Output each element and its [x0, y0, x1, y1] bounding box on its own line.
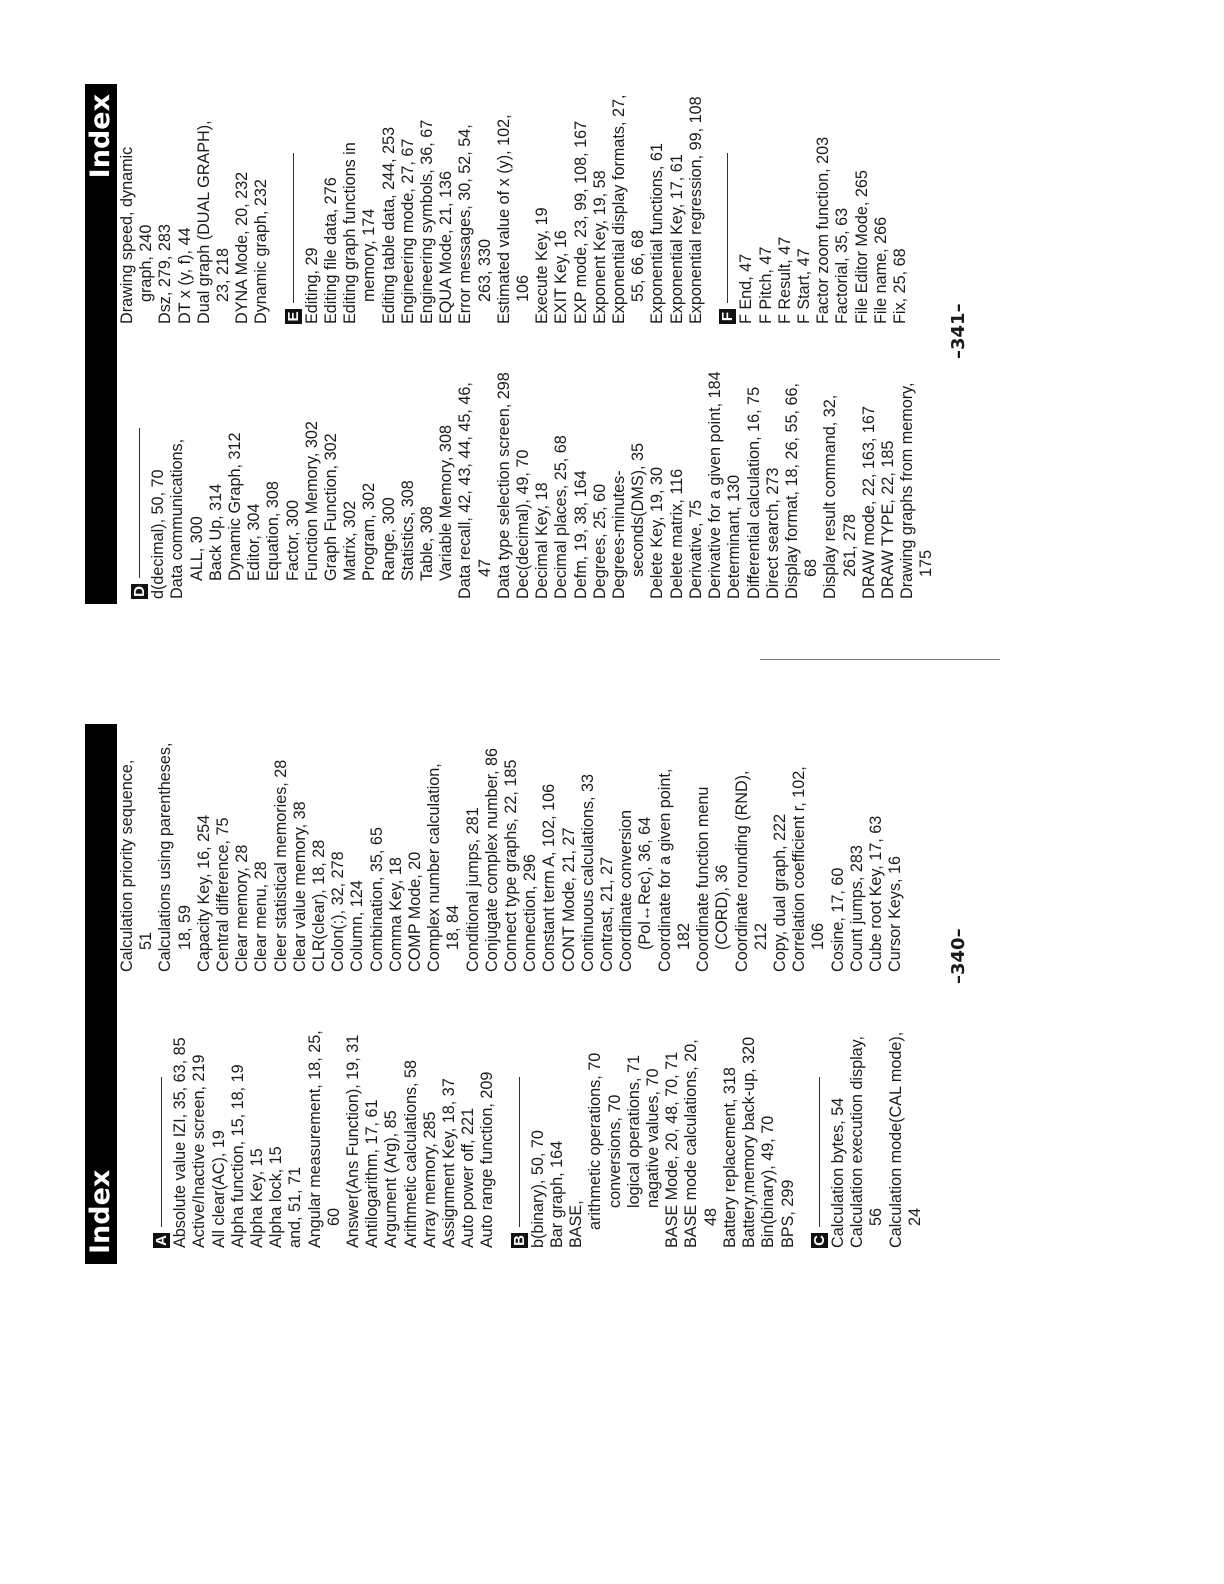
- index-entry: All clear(AC), 19: [209, 1130, 228, 1248]
- index-entry: Absolute value IZI, 35, 63, 85: [171, 1037, 190, 1248]
- index-entry: Combination, 35, 65: [367, 827, 386, 972]
- index-entry: Data communications,: [168, 438, 187, 599]
- section-letter: F: [719, 309, 736, 324]
- index-subentry: Graph Function, 302: [322, 433, 341, 581]
- index-entry: Clear value memory, 38: [290, 801, 309, 972]
- index-entry: File name, 266: [871, 216, 890, 324]
- index-subentry: Function Memory, 302: [302, 421, 321, 581]
- index-entry: F Result, 47: [775, 236, 794, 324]
- index-entry-continuation: 48: [701, 1207, 720, 1226]
- index-entry: BASE mode calculations, 20,: [682, 1039, 701, 1248]
- index-entry-continuation: (CORD), 36: [713, 864, 732, 950]
- index-entry: Correlation coefficient r, 102,: [790, 766, 809, 972]
- index-entry-continuation: 68: [802, 558, 821, 577]
- index-entry: BPS, 299: [778, 1179, 797, 1248]
- index-entry: Assignment Key, 18, 37: [440, 1078, 459, 1248]
- index-entry-continuation: 51: [137, 931, 156, 950]
- index-entry-continuation: 106: [809, 922, 828, 950]
- index-entry: Bin(binary), 49, 70: [759, 1115, 778, 1248]
- index-entry: Degrees-minutes-: [610, 470, 629, 599]
- index-entry: Execute Key, 19: [533, 207, 552, 324]
- index-entry: EQUA Mode, 21, 136: [437, 171, 456, 324]
- index-entry: DYNA Mode, 20, 232: [233, 171, 252, 324]
- section-letter: C: [811, 1233, 828, 1248]
- index-entry: F Pitch, 47: [756, 246, 775, 324]
- index-entry: Data type selection screen, 298: [494, 372, 513, 599]
- section-letter: A: [153, 1233, 170, 1248]
- index-entry: Clear menu, 28: [252, 861, 271, 972]
- index-entry: Column, 124: [348, 880, 367, 972]
- index-entry: Alpha Key, 15: [248, 1148, 267, 1248]
- index-entry: Constant term A, 102, 106: [540, 783, 559, 972]
- index-entry: Coordinate for a given point,: [655, 768, 674, 972]
- index-subentry: Back Up, 314: [206, 483, 225, 581]
- index-entry: Calculation priority sequence,: [118, 759, 136, 972]
- index-entry: Exponential regression, 99, 108: [686, 96, 705, 324]
- index-entry: BASE Mode, 20, 48, 70, 71: [663, 1051, 682, 1248]
- index-entry-continuation: 56: [867, 1207, 886, 1226]
- index-entry: Error messages, 30, 52, 54,: [456, 124, 475, 324]
- index-subentry: arithmetic operations, 70: [586, 1052, 605, 1230]
- index-entry: Alpha function, 15, 18, 19: [228, 1064, 247, 1248]
- index-entry: Differential calculation, 16, 75: [744, 386, 763, 599]
- index-entry: EXP mode, 23, 99, 108, 167: [571, 120, 590, 324]
- index-entry-continuation: seconds(DMS), 35: [629, 442, 648, 577]
- section-rule: [293, 153, 294, 303]
- index-entry: Decimal places, 25, 68: [552, 435, 571, 599]
- index-entry: Central difference, 75: [214, 817, 233, 972]
- index-entry-continuation: 24: [905, 1207, 924, 1226]
- index-entry: Auto power off, 221: [459, 1107, 478, 1248]
- section-rule: [139, 428, 140, 578]
- index-entry-continuation: 261, 278: [840, 513, 859, 577]
- index-entry: Argument (Arg), 85: [382, 1110, 401, 1248]
- index-subentry: ALL, 300: [187, 516, 206, 581]
- index-entry: Derivative, 75: [686, 500, 705, 599]
- section-letter: E: [285, 309, 302, 324]
- index-subentry: Factor, 300: [283, 500, 302, 581]
- index-entry: Engineering mode, 27, 67: [398, 138, 417, 324]
- index-entry: Capacity Key, 16, 254: [194, 814, 213, 972]
- index-entry: Calculation execution display,: [848, 1035, 867, 1248]
- index-entry: Connection, 296: [521, 854, 540, 972]
- index-entry: Complex number calculation,: [425, 763, 444, 972]
- index-entry-continuation: 106: [514, 274, 533, 302]
- index-entry: CONT Mode, 21, 27: [559, 827, 578, 972]
- page-number-left: –340–: [948, 928, 969, 984]
- index-subentry: conversions, 70: [605, 1094, 624, 1208]
- index-entry: Bar graph, 164: [548, 1140, 567, 1248]
- index-entry: Factor zoom function, 203: [814, 136, 833, 324]
- index-entry: DRAW TYPE, 22, 185: [878, 440, 897, 599]
- index-entry: and, 51, 71: [286, 1166, 305, 1248]
- index-entry: Alpha lock, 15: [267, 1146, 286, 1248]
- index-entry: COMP Mode, 20: [406, 851, 425, 972]
- index-entry: F End, 47: [737, 253, 756, 324]
- index-entry: Dynamic graph, 232: [252, 179, 271, 324]
- index-entry: Arithmetic calculations, 58: [401, 1059, 420, 1248]
- index-entry: Editing, 29: [302, 247, 321, 324]
- index-entry: Dual graph (DUAL GRAPH),: [194, 120, 213, 324]
- index-entry: Calculation bytes, 54: [828, 1097, 847, 1248]
- index-entry-continuation: 212: [751, 922, 770, 950]
- index-entry: d(decimal), 50, 70: [149, 469, 168, 599]
- section-letter: D: [131, 584, 148, 599]
- index-entry: Defm, 19, 38, 164: [571, 470, 590, 599]
- index-entry: Answer(Ans Function), 19, 31: [344, 1034, 363, 1248]
- index-entry: Cursor Keys, 16: [886, 855, 905, 972]
- index-entry-continuation: 18, 84: [444, 904, 463, 950]
- index-entry: Copy, dual graph, 222: [770, 813, 789, 972]
- page-number-right: –341–: [948, 303, 969, 359]
- index-entry: Clear memory, 28: [233, 844, 252, 972]
- index-entry: Degrees, 25, 60: [590, 483, 609, 599]
- section-rule: [727, 153, 728, 303]
- index-entry: BASE,: [567, 1200, 586, 1248]
- index-entry: Drawing graphs from memory,: [898, 382, 917, 599]
- index-entry-continuation: graph, 240: [137, 224, 156, 302]
- index-entry: Connect type graphs, 22, 185: [502, 759, 521, 972]
- fold-line: [760, 659, 1000, 660]
- index-entry-continuation: 55, 66, 68: [629, 229, 648, 302]
- index-entry: F Start, 47: [794, 248, 813, 324]
- index-subentry: Matrix, 302: [341, 500, 360, 581]
- index-entry: Factorial, 35, 63: [833, 207, 852, 324]
- index-entry: Coordinate function menu: [694, 786, 713, 972]
- index-entry: Exponential functions, 61: [648, 143, 667, 324]
- index-entry: Comma Key, 18: [386, 857, 405, 972]
- index-entry: Cosine, 17, 60: [828, 867, 847, 972]
- section-letter: B: [511, 1233, 528, 1248]
- index-entry: Editing graph functions in: [341, 142, 360, 324]
- index-header-left: Index: [85, 724, 117, 1264]
- index-entry: Coordinate rounding (RND),: [732, 770, 751, 972]
- index-entry: Cleer statistical memories, 28: [271, 759, 290, 972]
- index-entry: Dsz, 279, 283: [156, 224, 175, 324]
- index-entry: Editing file data, 276: [322, 177, 341, 324]
- index-entry: Dec(decimal), 49, 70: [514, 449, 533, 599]
- index-entry: Array memory, 285: [420, 1111, 439, 1248]
- index-entry: Active/Inactive screen, 219: [190, 1054, 209, 1248]
- index-entry: Conjugate complex number, 86: [482, 747, 501, 972]
- index-entry-continuation: 263, 330: [475, 238, 494, 302]
- section-heading: [284, 64, 303, 324]
- index-entry: Direct search, 273: [763, 467, 782, 599]
- section-heading: [130, 339, 149, 599]
- index-subentry: Editor, 304: [245, 503, 264, 581]
- index-entry: EXIT Key, 16: [552, 230, 571, 324]
- index-entry-continuation: 182: [674, 922, 693, 950]
- index-entry: Cube root Key, 17, 63: [866, 815, 885, 972]
- index-entry-continuation: 47: [475, 558, 494, 577]
- index-entry: Continuous calculations, 33: [578, 774, 597, 972]
- index-entry: Exponential Key, 17, 61: [667, 154, 686, 324]
- index-entry: Fix, 25, 68: [890, 248, 909, 324]
- section-heading: [718, 64, 737, 324]
- index-entry: b(binary), 50, 70: [528, 1130, 547, 1248]
- index-subentry: Range, 300: [379, 497, 398, 581]
- index-subentry: Variable Memory, 308: [437, 425, 456, 581]
- index-entry-continuation: memory, 174: [360, 208, 379, 302]
- index-entry-continuation: 60: [324, 1207, 343, 1226]
- index-entry: Calculation mode(CAL mode),: [886, 1031, 905, 1248]
- index-subentry: Program, 302: [360, 482, 379, 581]
- index-entry: Antilogarithm, 17, 61: [363, 1099, 382, 1248]
- index-entry: Decimal Key, 18: [533, 482, 552, 599]
- index-entry: Estimated value of x (y), 102,: [494, 114, 513, 324]
- index-entry: Battery,memory back-up, 320: [740, 1036, 759, 1248]
- index-entry: Count jumps, 283: [847, 845, 866, 972]
- index-entry: DT x (y, f), 44: [175, 227, 194, 324]
- index-entry: CLR(clear), 18, 28: [310, 839, 329, 972]
- index-entry: Exponent Key, 19, 58: [590, 170, 609, 324]
- index-entry-continuation: 18, 59: [175, 904, 194, 950]
- index-entry: Colon(:), 32, 278: [329, 851, 348, 972]
- index-subentry: Statistics, 308: [398, 480, 417, 581]
- index-entry: File Editor Mode, 265: [852, 170, 871, 324]
- index-entry: Derivative for a given point, 184: [706, 371, 725, 599]
- index-subentry: nagative values, 70: [644, 1068, 663, 1208]
- index-entry-continuation: (Pol↔Rec), 36, 64: [636, 816, 655, 950]
- index-entry: Determinant, 130: [725, 474, 744, 599]
- index-entry: Delete matrix, 116: [667, 468, 686, 599]
- index-entry: Delete Key, 19, 30: [648, 467, 667, 599]
- index-header-right: Index: [85, 84, 117, 604]
- index-entry: Coordinate conversion: [617, 810, 636, 972]
- index-entry: Engineering symbols, 36, 67: [418, 119, 437, 324]
- index-entry-continuation: 175: [917, 549, 936, 577]
- index-column-right-2: [118, 64, 910, 324]
- index-entry: Data recall, 42, 43, 44, 45, 46,: [456, 382, 475, 599]
- index-entry: Exponential display formats, 27,: [610, 94, 629, 324]
- index-column-right-1: [118, 339, 937, 599]
- index-entry: Conditional jumps, 281: [463, 807, 482, 972]
- index-entry: Battery replacement, 318: [720, 1067, 739, 1248]
- index-entry: DRAW mode, 22, 163, 167: [859, 406, 878, 599]
- index-subentry: logical operations, 71: [624, 1055, 643, 1208]
- index-entry-continuation: 23, 218: [214, 247, 233, 302]
- index-entry: Drawing speed, dynamic: [118, 146, 136, 324]
- index-subentry: Dynamic Graph, 312: [226, 432, 245, 581]
- index-entry: Display result command, 32,: [821, 394, 840, 599]
- index-entry: Angular measurement, 18, 25,: [305, 1030, 324, 1248]
- index-subentry: Equation, 308: [264, 481, 283, 581]
- index-entry: Calculations using parentheses,: [156, 742, 175, 972]
- index-entry: Contrast, 21, 27: [598, 856, 617, 972]
- index-subentry: Table, 308: [418, 506, 437, 581]
- index-entry: Auto range function, 209: [478, 1071, 497, 1248]
- index-entry: Display format, 18, 26, 55, 66,: [782, 383, 801, 599]
- index-entry: Editing table data, 244, 253: [379, 126, 398, 324]
